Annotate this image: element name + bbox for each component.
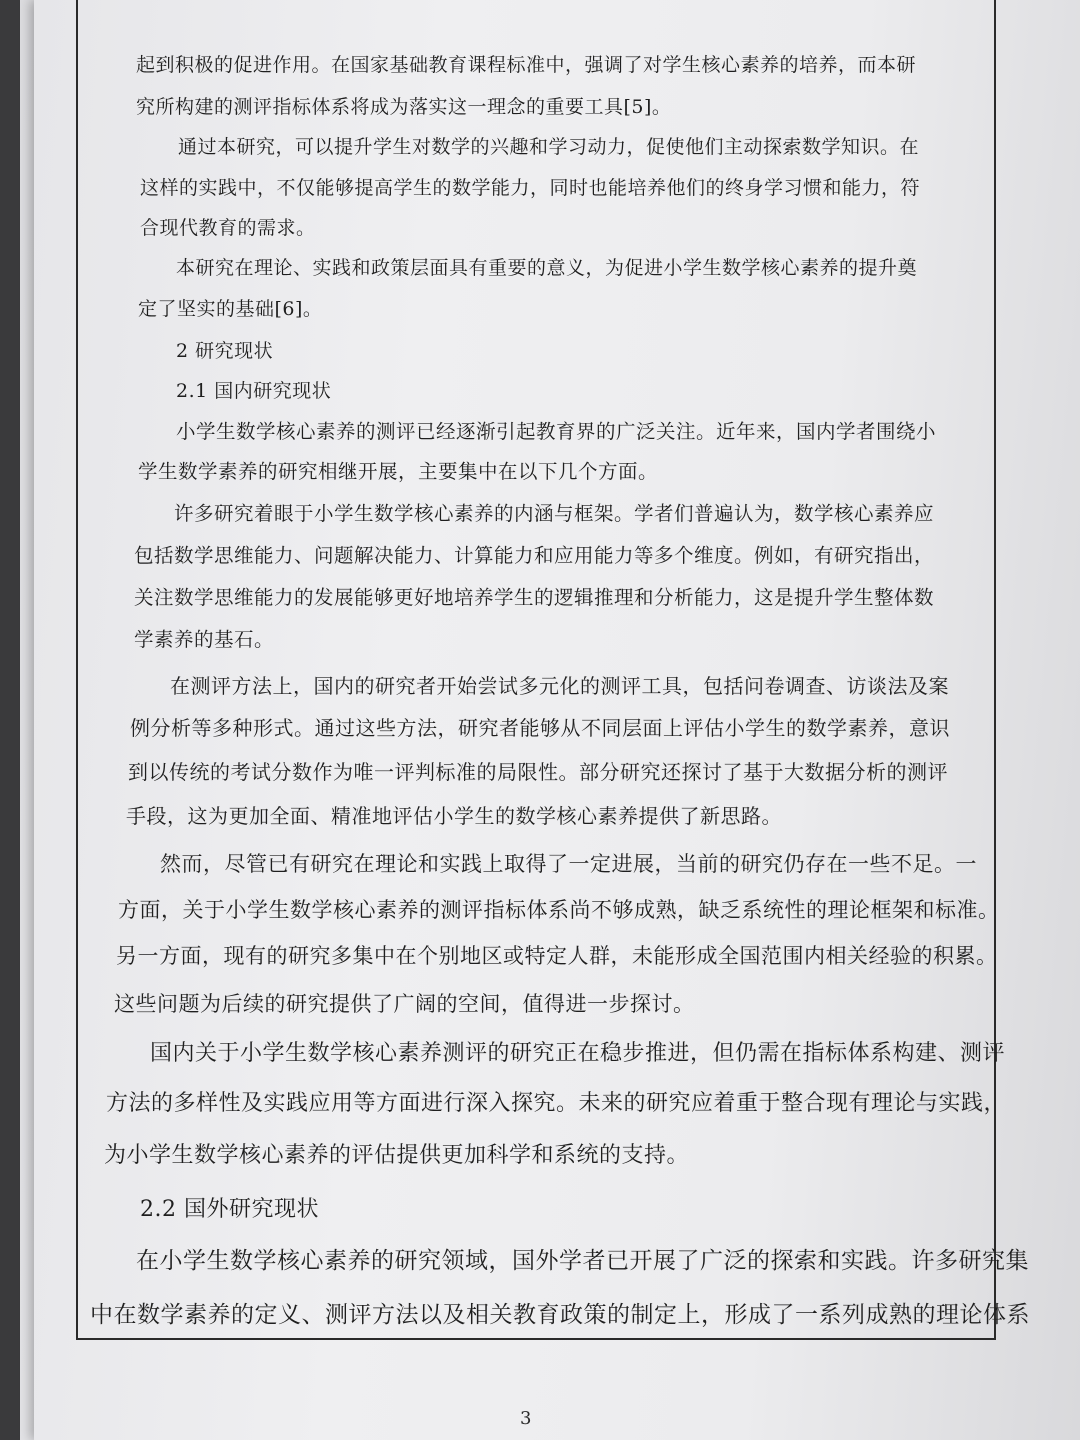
section-heading-2: 2 研究现状	[176, 340, 274, 362]
body-line-7: 定了坚实的基础[6]。	[138, 298, 323, 320]
body-line-18: 然而，尽管已有研究在理论和实践上取得了一定进展，当前的研究仍存在一些不足。一	[160, 852, 977, 876]
page-number: 3	[520, 1408, 532, 1429]
body-line-6: 本研究在理论、实践和政策层面具有重要的意义，为促进小学生数学核心素养的提升奠	[176, 257, 918, 279]
body-line-3: 通过本研究，可以提升学生对数学的兴趣和学习动力，促使他们主动探索数学知识。在	[178, 136, 920, 158]
body-line-4: 这样的实践中，不仅能够提高学生的数学能力，同时也能培养他们的终身学习惯和能力，符	[140, 177, 921, 199]
body-line-17: 手段，这为更加全面、精准地评估小学生的数学核心素养提供了新思路。	[126, 804, 782, 828]
body-line-20: 另一方面，现有的研究多集中在个别地区或特定人群，未能形成全国范围内相关经验的积累。	[116, 944, 998, 968]
body-line-11: 包括数学思维能力、问题解决能力、计算能力和应用能力等多个维度。例如，有研究指出，	[134, 544, 935, 567]
body-line-1: 起到积极的促进作用。在国家基础教育课程标准中，强调了对学生核心素养的培养，而本研	[136, 54, 917, 76]
body-line-10: 许多研究着眼于小学生数学核心素养的内涵与框架。学者们普遍认为，数学核心素养应	[174, 502, 935, 525]
body-line-22: 国内关于小学生数学核心素养测评的研究正在稳步推进，但仍需在指标体系构建、测评	[150, 1041, 1006, 1066]
body-line-15: 例分析等多种形式。通过这些方法，研究者能够从不同层面上评估小学生的数学素养，意识	[130, 716, 950, 740]
body-line-23: 方法的多样性及实践应用等方面进行深入探究。未来的研究应着重于整合现有理论与实践，	[106, 1091, 1007, 1116]
body-line-5: 合现代教育的需求。	[140, 217, 316, 239]
body-line-25: 在小学生数学核心素养的研究领域，国外学者已开展了广泛的探索和实践。许多研究集	[136, 1248, 1029, 1274]
body-line-13: 学素养的基石。	[134, 628, 275, 651]
body-line-16: 到以传统的考试分数作为唯一评判标准的局限性。部分研究还探讨了基于大数据分析的测评	[128, 760, 948, 784]
body-line-24: 为小学生数学核心素养的评估提供更加科学和系统的支持。	[104, 1143, 690, 1168]
subsection-heading-2-1: 2.1 国内研究现状	[176, 380, 332, 402]
body-line-21: 这些问题为后续的研究提供了广阔的空间，值得进一步探讨。	[114, 992, 695, 1016]
body-line-12: 关注数学思维能力的发展能够更好地培养学生的逻辑推理和分析能力，这是提升学生整体数	[134, 586, 935, 609]
body-line-2: 究所构建的测评指标体系将成为落实这一理念的重要工具[5]。	[136, 96, 672, 118]
body-line-19: 方面，关于小学生数学核心素养的测评指标体系尚不够成熟，缺乏系统性的理论框架和标准。	[118, 898, 1000, 922]
body-line-9: 学生数学素养的研究相继开展，主要集中在以下几个方面。	[138, 460, 659, 483]
body-line-14: 在测评方法上，国内的研究者开始尝试多元化的测评工具，包括问卷调查、访谈法及案	[170, 674, 949, 698]
body-line-26: 中在数学素养的定义、测评方法以及相关教育政策的制定上，形成了一系列成熟的理论体系	[90, 1302, 1030, 1328]
subsection-heading-2-2: 2.2 国外研究现状	[140, 1197, 319, 1222]
body-line-8: 小学生数学核心素养的测评已经逐渐引起教育界的广泛关注。近年来，国内学者围绕小	[176, 420, 937, 443]
